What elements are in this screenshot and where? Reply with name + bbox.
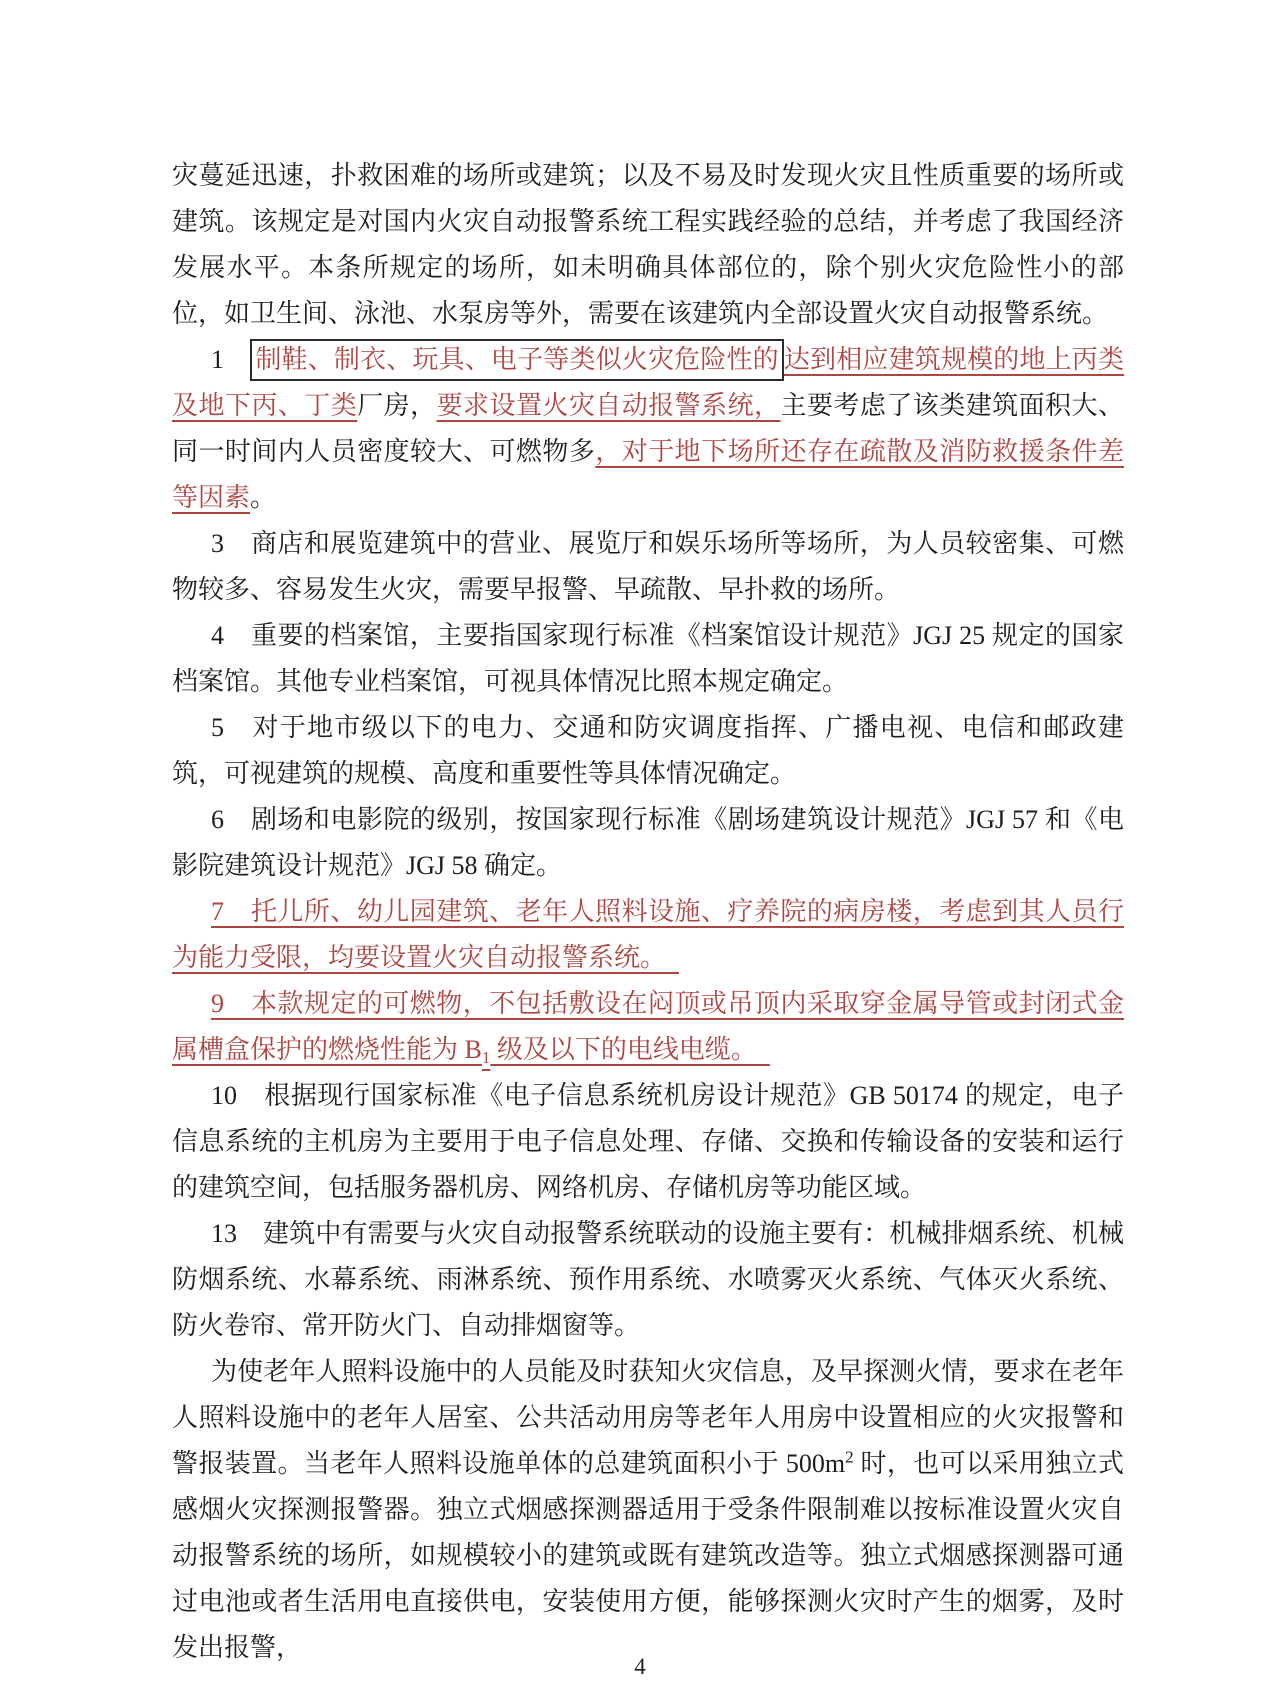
underlined-revision-text: 1 <box>481 1048 491 1067</box>
paragraph <box>172 1349 1124 1671</box>
paragraph <box>172 797 1124 889</box>
text-run: 主要考虑了该类建筑面积大、同一时间内人员密度较大、可燃物多 <box>172 391 1124 466</box>
text-run: 5 对于地市级以下的电力、交通和防灾调度指挥、广播电视、电信和邮政建筑，可视建筑的规模、高度和重要性等具体情况确定。 <box>172 713 1124 788</box>
paragraph <box>172 153 1124 337</box>
text-run: 。 <box>250 483 277 512</box>
underlined-revision-text: 7 托儿所、幼儿园建筑、老年人照料设施、疗养院的病房楼，考虑到其人员行为能力受限，均要设置火灾自动报警系统。 <box>172 897 1124 972</box>
underlined-revision-text: 要求设置火灾自动报警系统， <box>436 391 781 420</box>
paragraph <box>172 1211 1124 1349</box>
text-run: 厂房， <box>357 391 437 420</box>
page-number: 4 <box>634 1654 646 1679</box>
text-run: 4 重要的档案馆，主要指国家现行标准《档案馆设计规范》JGJ 25 规定的国家档案馆。其他专业档案馆，可视具体情况比照本规定确定。 <box>172 621 1124 696</box>
underlined-revision-text: ，对于地下场所还存在疏散及消防救援条件差等因素 <box>172 437 1124 512</box>
text-run: 13 建筑中有需要与火灾自动报警系统联动的设施主要有：机械排烟系统、机械防烟系统、水幕系统、雨淋系统、预作用系统、水喷雾灭火系统、气体灭火系统、防火卷帘、常开防火门、自动排烟窗等。 <box>172 1219 1124 1340</box>
text-run: 灾蔓延迅速，扑救困难的场所或建筑；以及不易及时发现火灾且性质重要的场所或建筑。该规定是对国内火灾自动报警系统工程实践经验的总结，并考虑了我国经济发展水平。本条所规定的场所，如未明确具体部位的，除个别火灾危险性小的部位，如卫生间、泳池、水泵房等外，需要在该建筑内全部设置火灾自动报警系统。 <box>172 161 1124 328</box>
text-run: 2 <box>845 1447 854 1467</box>
document-body <box>172 153 1124 1671</box>
underlined-revision-text: 9 本款规定的可燃物，不包括敷设在闷顶或吊顶内采取穿金属导管或封闭式金属槽盒保护的燃烧性能为 B <box>172 989 1124 1064</box>
text-run: 时，也可以采用独立式感烟火灾探测报警器。独立式烟感探测器适用于受条件限制难以按标准设置火灾自动报警系统的场所，如规模较小的建筑或既有建筑改造等。独立式烟感探测器可通过电池或者生活用电直接供电，安装使用方便，能够探测火灾时产生的烟雾，及时发出报警， <box>172 1449 1124 1662</box>
text-run: 10 根据现行国家标准《电子信息系统机房设计规范》GB 50174 的规定，电子信息系统的主机房为主要用于电子信息处理、存储、交换和传输设备的安装和运行的建筑空间，包括服务器机房、网络机房、存储机房等功能区域。 <box>172 1081 1124 1202</box>
boxed-revision-text: 制鞋、制衣、玩具、电子等类似火灾危险性的 <box>250 339 784 381</box>
text-run: 为使老年人照料设施中的人员能及时获知火灾信息，及早探测火情，要求在老年人照料设施中的老年人居室、公共活动用房等老年人用房中设置相应的火灾报警和警报装置。当老年人照料设施单体的总建筑面积小于 500m <box>172 1357 1124 1478</box>
paragraph <box>172 981 1124 1073</box>
text-run: 6 剧场和电影院的级别，按国家现行标准《剧场建筑设计规范》JGJ 57 和《电影院建筑设计规范》JGJ 58 确定。 <box>172 805 1124 880</box>
underlined-revision-text: 级及以下的电线电缆。 <box>490 1035 770 1064</box>
paragraph <box>172 889 1124 981</box>
underlined-revision-text: 达到相应建筑规模的地上丙类及地下丙、丁类 <box>172 345 1124 420</box>
paragraph <box>172 521 1124 613</box>
paragraph <box>172 1073 1124 1211</box>
paragraph <box>172 705 1124 797</box>
text-run: 1 <box>211 345 251 374</box>
page-footer <box>0 1652 1280 1682</box>
paragraph <box>172 613 1124 705</box>
text-run: 3 商店和展览建筑中的营业、展览厅和娱乐场所等场所，为人员较密集、可燃物较多、容易发生火灾，需要早报警、早疏散、早扑救的场所。 <box>172 529 1124 604</box>
paragraph <box>172 337 1124 521</box>
